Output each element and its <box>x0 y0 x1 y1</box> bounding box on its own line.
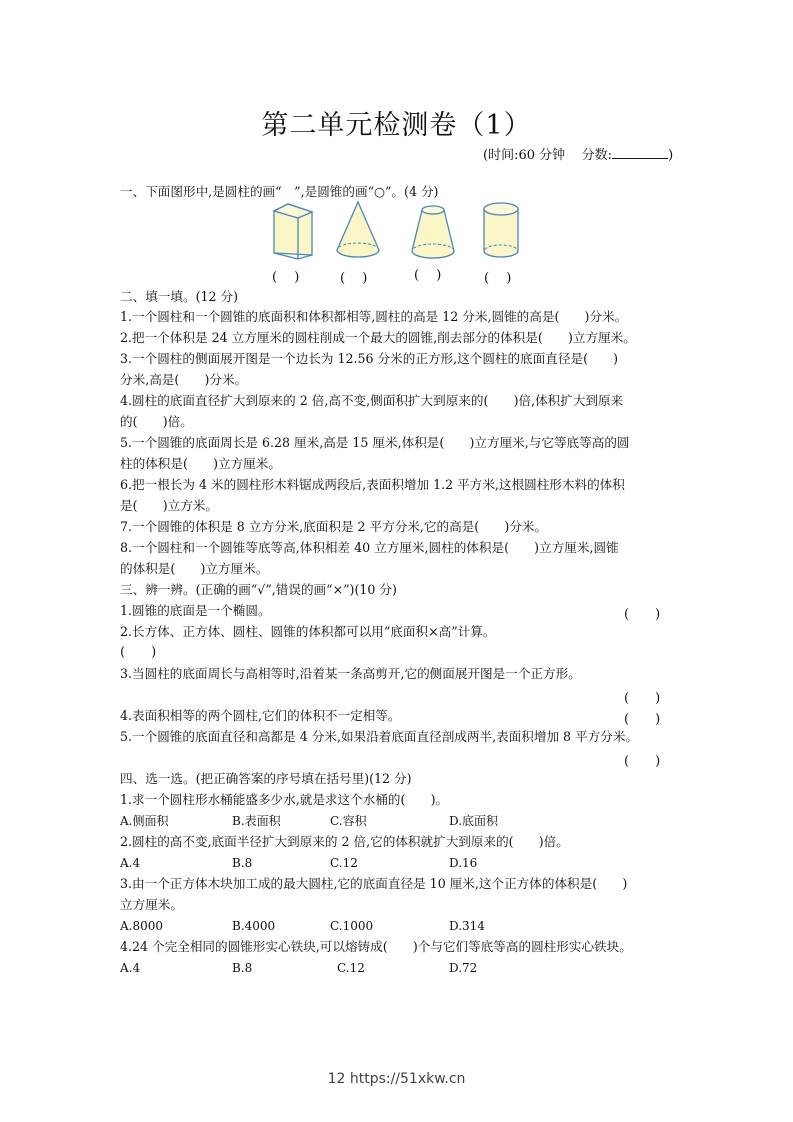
fill-line: 的体积是( )立方厘米。 <box>120 561 269 576</box>
judge-paren-3[interactable]: ( ) <box>624 691 661 706</box>
judge-paren-1[interactable]: ( ) <box>624 607 661 622</box>
option-a[interactable]: A.4 <box>120 961 141 975</box>
judge-paren-5[interactable]: ( ) <box>624 754 661 769</box>
option-d[interactable]: D.16 <box>449 856 478 870</box>
option-b[interactable]: B.8 <box>232 856 253 870</box>
section2-heading: 二、填一填。(12 分) <box>120 289 239 304</box>
fill-line: 4.圆柱的底面直径扩大到原来的 2 倍,高不变,侧面积扩大到原来的( )倍,体积扩大到原来 <box>120 393 624 408</box>
score-label: 分数: <box>581 148 613 163</box>
choice-question-cont: 立方厘米。 <box>120 897 183 912</box>
cone-icon <box>333 200 383 262</box>
judge-line: 1.圆锥的底面是一个椭圆。 <box>120 603 271 618</box>
option-c[interactable]: C.12 <box>337 961 365 975</box>
page-title: 第二单元检测卷（1） <box>261 110 532 141</box>
answer-paren-4[interactable]: ( ) <box>484 271 512 286</box>
option-b[interactable]: B.4000 <box>232 919 276 933</box>
option-c[interactable]: C.12 <box>330 856 358 870</box>
option-d[interactable]: D.72 <box>449 961 478 975</box>
meta-close: ) <box>668 148 674 163</box>
fill-line: 是( )立方米。 <box>120 498 218 513</box>
score-blank[interactable] <box>612 146 668 159</box>
fill-line: 3.一个圆柱的侧面展开图是一个边长为 12.56 分米的正方形,这个圆柱的底面直径是( ) <box>120 351 619 366</box>
fill-line: 2.把一个体积是 24 立方厘米的圆柱削成一个最大的圆锥,削去部分的体积是( )立方厘米。 <box>120 330 636 345</box>
choice-question: 3.由一个正方体木块加工成的最大圆柱,它的底面直径是 10 厘米,这个正方体的体积是( ) <box>120 876 628 891</box>
option-c[interactable]: C.容积 <box>330 814 367 828</box>
section3-heading: 三、辨一辨。(正确的画“√”,错误的画“×”)(10 分) <box>120 582 397 597</box>
fill-line: 的( )倍。 <box>120 414 193 429</box>
fill-line: 7.一个圆锥的体积是 8 立方分米,底面积是 2 平方分米,它的高是( )分米。 <box>120 519 548 534</box>
option-b[interactable]: B.8 <box>232 961 253 975</box>
option-a[interactable]: A.8000 <box>120 919 164 933</box>
judge-line: 3.当圆柱的底面周长与高相等时,沿着某一条高剪开,它的侧面展开图是一个正方形。 <box>120 666 581 681</box>
judge-paren-2[interactable]: ( ) <box>120 645 157 660</box>
judge-line: 5.一个圆锥的底面直径和高都是 4 分米,如果沿着底面直径剖成两半,表面积增加 8 平方分米。 <box>120 729 639 744</box>
section4-heading: 四、选一选。(把正确答案的序号填在括号里)(12 分) <box>120 771 412 786</box>
option-d[interactable]: D.底面积 <box>449 814 499 828</box>
frustum-icon <box>408 200 458 262</box>
triangular-prism-icon <box>268 203 318 261</box>
fill-line: 分米,高是( )分米。 <box>120 372 248 387</box>
page-footer: 12 https://51xkw.cn <box>327 1071 466 1087</box>
fill-line: 5.一个圆锥的底面周长是 6.28 厘米,高是 15 厘米,体积是( )立方厘米,与它等底等高的圆 <box>120 435 630 450</box>
choice-question: 1.求一个圆柱形水桶能盛多少水,就是求这个水桶的( )。 <box>120 792 449 807</box>
option-c[interactable]: C.1000 <box>330 919 374 933</box>
fill-line: 柱的体积是( )立方厘米。 <box>120 456 281 471</box>
judge-line: 2.长方体、正方体、圆柱、圆锥的体积都可以用“底面积×高”计算。 <box>120 624 496 639</box>
fill-line: 1.一个圆柱和一个圆锥的底面积和体积都相等,圆柱的高是 12 分米,圆锥的高是( )分米。 <box>120 309 628 324</box>
answer-paren-3[interactable]: ( ) <box>414 268 442 283</box>
judge-paren-4[interactable]: ( ) <box>624 712 661 727</box>
option-d[interactable]: D.314 <box>449 919 485 933</box>
cylinder-icon <box>481 201 521 261</box>
fill-line: 8.一个圆柱和一个圆锥等底等高,体积相差 40 立方厘米,圆柱的体积是( )立方厘米,圆锥 <box>120 540 619 555</box>
option-a[interactable]: A.侧面积 <box>120 814 169 828</box>
answer-paren-2[interactable]: ( ) <box>340 271 368 286</box>
time-label: (时间:60 分钟 <box>483 148 566 163</box>
option-a[interactable]: A.4 <box>120 856 141 870</box>
choice-question: 4.24 个完全相同的圆锥形实心铁块,可以熔铸成( )个与它们等底等高的圆柱形实心铁块。 <box>120 939 632 954</box>
fill-line: 6.把一根长为 4 米的圆柱形木料锯成两段后,表面积增加 1.2 平方米,这根圆柱形木料的体积 <box>120 477 625 492</box>
exam-meta <box>483 144 673 163</box>
judge-line: 4.表面积相等的两个圆柱,它们的体积不一定相等。 <box>120 708 401 723</box>
option-b[interactable]: B.表面积 <box>232 814 281 828</box>
choice-question: 2.圆柱的高不变,底面半径扩大到原来的 2 倍,它的体积就扩大到原来的( )倍。 <box>120 834 569 849</box>
answer-paren-1[interactable]: ( ) <box>272 270 300 285</box>
section1-heading: 一、下面图形中,是圆柱的画“ ”,是圆锥的画“○”。(4 分) <box>120 184 439 199</box>
